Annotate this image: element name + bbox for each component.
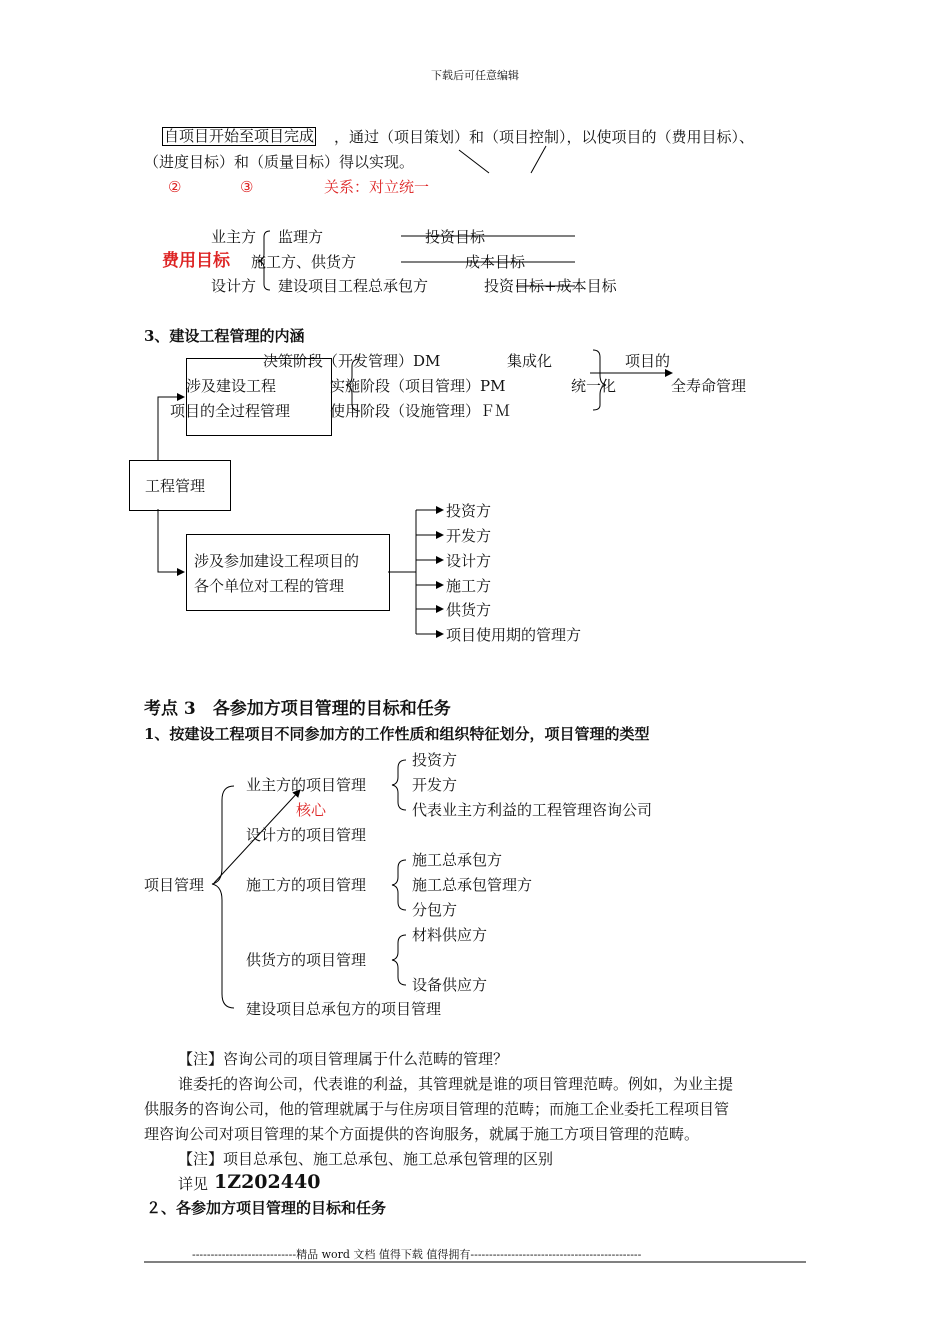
page-header: 下载后可任意编辑: [431, 69, 519, 82]
section-3-heading: 3、建设工程管理的内涵: [144, 327, 305, 345]
intro-line-2: （进度目标）和（质量目标）得以实现。: [144, 153, 415, 171]
core-label: 核心: [296, 801, 327, 819]
relation-note: 关系：对立统一: [324, 178, 430, 196]
kaodian-heading: 考点 3 各参加方项目管理的目标和任务: [144, 699, 451, 719]
designer-label: 设计方: [211, 277, 257, 295]
note-para-2: 供服务的咨询公司，他的管理就属于与住房项目管理的范畴；而施工企业委托工程项目管: [144, 1100, 730, 1118]
party-supplier: 供货方: [446, 601, 492, 619]
party-designer: 设计方: [446, 552, 492, 570]
party-developer: 开发方: [446, 527, 492, 545]
supply-child-material: 材料供应方: [412, 926, 488, 944]
cost-target-title: 费用目标: [162, 251, 230, 271]
circled-mark-2: ②: [168, 178, 182, 196]
whole-process-label: 项目的全过程管理: [170, 402, 291, 420]
build-child-sub: 分包方: [412, 901, 458, 919]
design-pm: 设计方的项目管理: [246, 826, 367, 844]
kaodian-sub-1: 1、按建设工程项目不同参加方的工作性质和组织特征划分，项目管理的类型: [144, 725, 650, 743]
note-para-1: 谁委托的咨询公司，代表谁的利益，其管理就是谁的项目管理范畴。例如，为业主提: [178, 1075, 734, 1093]
note-1: 【注】咨询公司的项目管理属于什么范畴的管理？: [178, 1050, 509, 1068]
build-pm: 施工方的项目管理: [246, 876, 367, 894]
units-line-2: 各个单位对工程的管理: [194, 577, 345, 595]
build-child-gc: 施工总承包方: [412, 851, 503, 869]
page-footer: ----------------------------精品 word 文档 值得下载 值得拥有----------------------------------------------: [192, 1248, 642, 1261]
circled-mark-3: ③: [240, 178, 254, 196]
implement-stage: 实施阶段（项目管理）PM: [330, 377, 506, 395]
boxed-phrase: 自项目开始至项目完成: [164, 127, 315, 145]
build-child-gcm: 施工总承包管理方: [412, 876, 533, 894]
supply-pm: 供货方的项目管理: [246, 951, 367, 969]
reference-code: 1Z202440: [214, 1171, 321, 1193]
supervisor-label: 监理方: [278, 228, 324, 246]
party-builder: 施工方: [446, 577, 492, 595]
sub-heading-2: ２、各参加方项目管理的目标和任务: [146, 1199, 387, 1217]
pm-root: 项目管理: [144, 876, 205, 894]
units-line-1: 涉及参加建设工程项目的: [194, 552, 360, 570]
owner-label: 业主方: [211, 228, 257, 246]
general-contractor-label: 建设项目工程总承包方: [278, 277, 429, 295]
lifecycle-label: 全寿命管理: [671, 377, 747, 395]
unify-label: 统一化: [571, 377, 617, 395]
combined-target-label: 投资目标+成本目标: [484, 277, 617, 295]
builder-supplier-label: 施工方、供货方: [251, 253, 357, 271]
party-operator: 项目使用期的管理方: [446, 626, 582, 644]
owner-child-developer: 开发方: [412, 776, 458, 794]
integration-label: 集成化: [507, 352, 553, 370]
cost-target-label: 成本目标: [465, 253, 526, 271]
note-para-3: 理咨询公司对项目管理的某个方面提供的咨询服务，就属于施工方项目管理的范畴。: [144, 1125, 700, 1143]
supply-child-equipment: 设备供应方: [412, 976, 488, 994]
use-stage: 使用阶段（设施管理）ＦＭ: [330, 402, 511, 420]
party-investor: 投资方: [446, 502, 492, 520]
invest-target-label: 投资目标: [425, 228, 486, 246]
owner-child-consultant: 代表业主方利益的工程管理咨询公司: [412, 801, 653, 819]
gc-pm: 建设项目总承包方的项目管理: [246, 1000, 442, 1018]
decision-stage: 决策阶段（开发管理）DM: [263, 352, 441, 370]
see-label: 详见: [178, 1175, 209, 1193]
owner-child-investor: 投资方: [412, 751, 458, 769]
involve-label: 涉及建设工程: [186, 377, 277, 395]
engineering-management-label: 工程管理: [145, 477, 206, 495]
owner-pm: 业主方的项目管理: [246, 776, 367, 794]
intro-line-1: ，通过（项目策划）和（项目控制），以使项目的（费用目标）、: [334, 128, 755, 146]
project-of-label: 项目的: [625, 352, 671, 370]
note-2: 【注】项目总承包、施工总承包、施工总承包管理的区别: [178, 1150, 554, 1168]
